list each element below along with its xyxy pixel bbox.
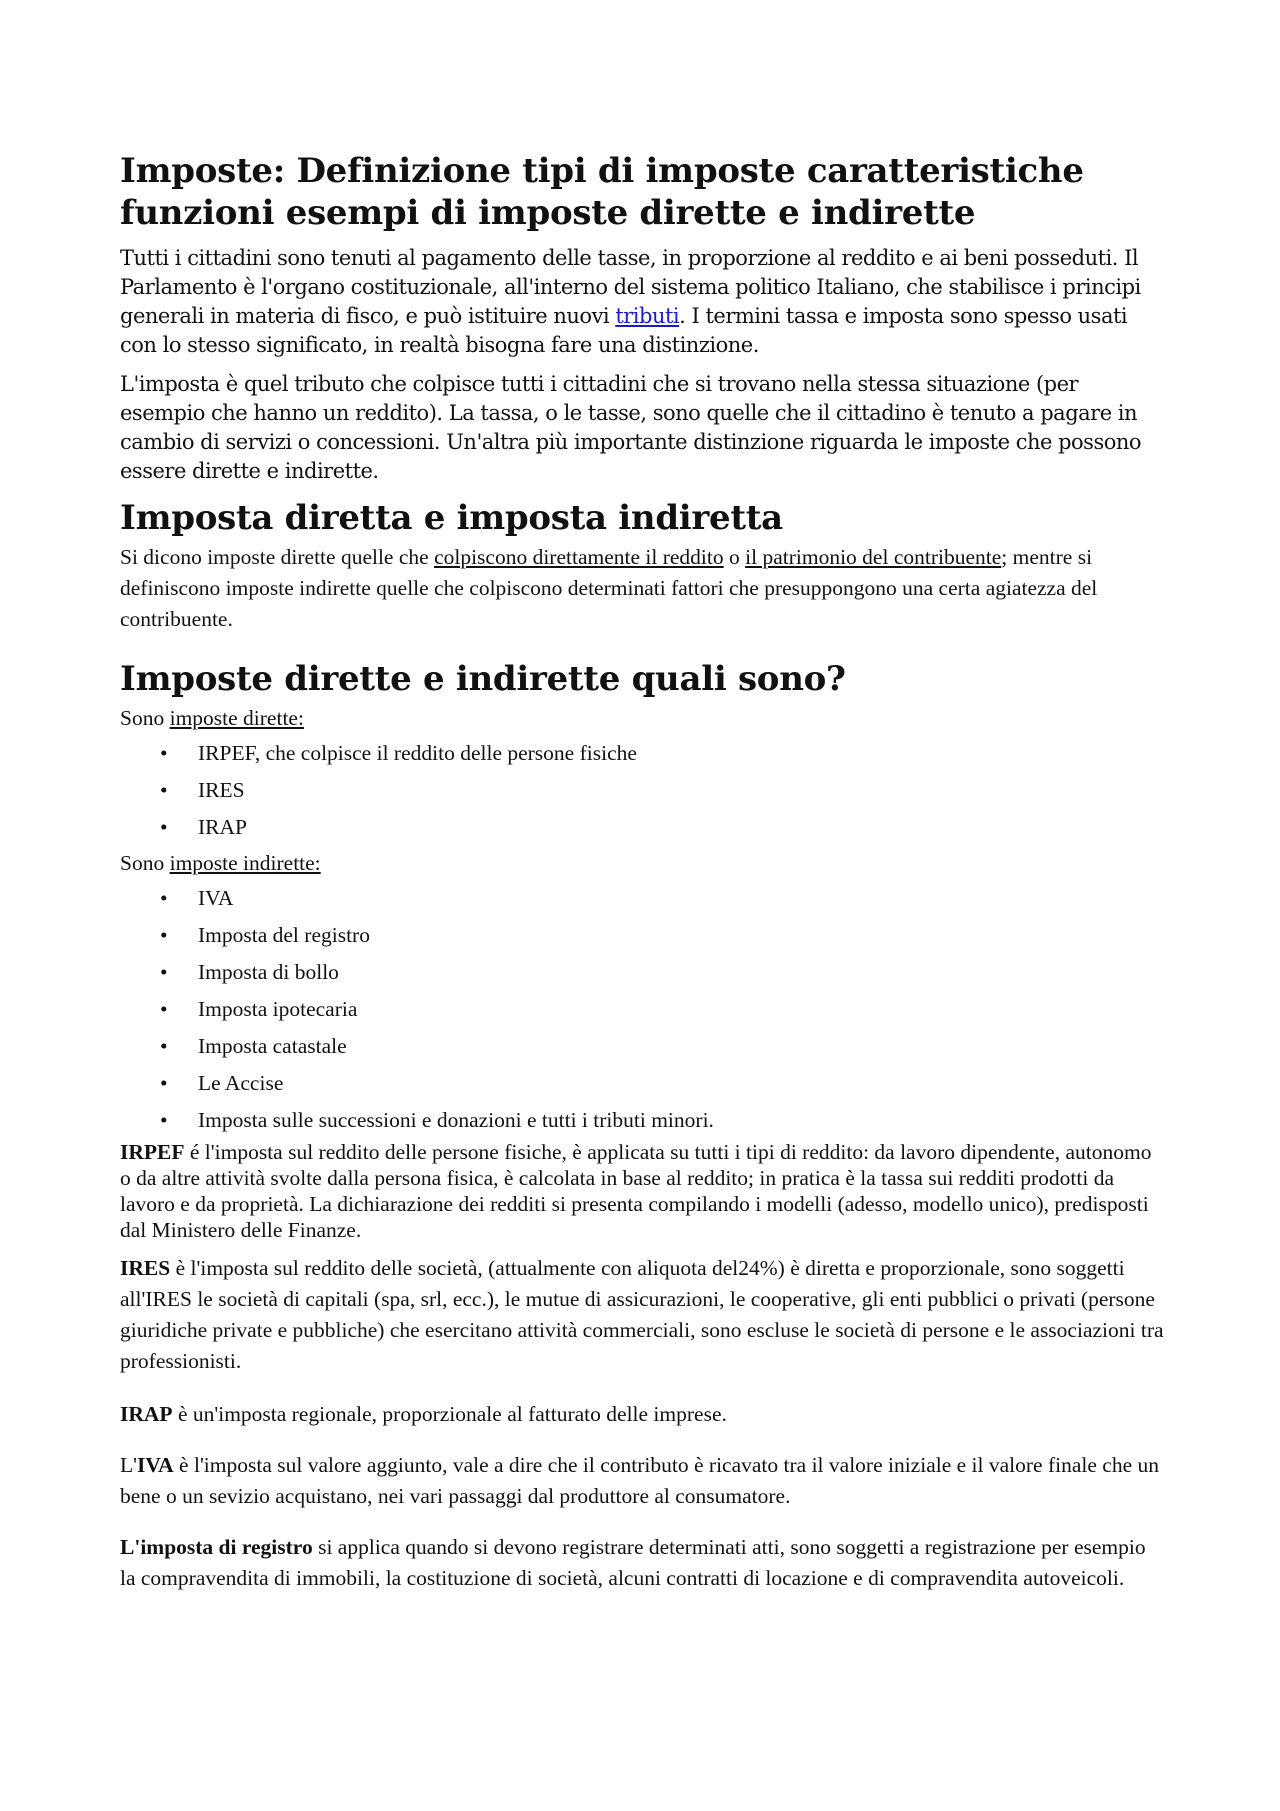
irpef-paragraph: IRPEF é l'imposta sul reddito delle persone fisiche, è applicata su tutti i tipi di reddito: da lavoro dipendente, autonomo o da altre attività svolte dalla persona fisica, è calcolata in base al reddito; in pratica è la tassa sui redditi prodotti da lavoro e da proprietà. La dichiarazione dei redditi si presenta compilando i modelli (adesso, modello unico), predisposti dal Ministero delle Finanze. [120, 1140, 1152, 1242]
list-item: • Imposta sulle successioni e donazioni e tutti i tributi minori. [160, 1102, 1165, 1139]
registro-paragraph: L'imposta di registro si applica quando si devono registrare determinati atti, sono soggetti a registrazione per esempio la compravendita di immobili, la costituzione di società, alcuni contratti di locazione e di compravendita autoveicoli. [120, 1535, 1146, 1590]
bullet-icon: • [160, 997, 168, 1021]
iva-paragraph: L'IVA è l'imposta sul valore aggiunto, vale a dire che il contributo è ricavato tra il valore iniziale e il valore finale che un bene o un sevizio acquistano, nei vari passaggi dal produttore al consumatore. [120, 1453, 1159, 1508]
document-page [120, 150, 1165, 1594]
intro-paragraph-1: Tutti i cittadini sono tenuti al pagamento delle tasse, in proporzione al reddito e ai beni posseduti. Il Parlamento è l'organo costituzionale, all'interno del sistema politico Italiano, che stabilisce i principi generali in materia di fisco, e può istituire nuovi tributi. I termini tassa e imposta sono spesso usati con lo stesso significato, in realtà bisogna fare una distinzione. [120, 246, 1141, 357]
patrimonio-link[interactable]: il patrimonio del contribuente [745, 545, 1002, 569]
intro-paragraph-2: L'imposta è quel tributo che colpisce tutti i cittadini che si trovano nella stessa situazione (per esempio che hanno un reddito). La tassa, o le tasse, sono quelle che il cittadino è tenuto a pagare in cambio di servizi o concessioni. Un'altra più importante distinzione riguarda le imposte che possono essere dirette e indirette. [120, 372, 1142, 483]
irpef-term: IRPEF [120, 1140, 185, 1164]
ires-paragraph: IRES è l'imposta sul reddito delle società, (attualmente con aliquota del24%) è diretta e proporzionale, sono soggetti all'IRES le società di capitali (spa, srl, ecc.), le mutue di assicurazioni, le cooperative, gli enti pubblici o privati (persone giuridiche private e pubbliche) che esercitano attività commerciali, sono escluse le società di persone e le associazioni tra professionisti. [120, 1256, 1164, 1373]
bullet-icon: • [160, 741, 168, 765]
ires-term: IRES [120, 1256, 171, 1280]
reddito-link[interactable]: colpiscono direttamente il reddito [434, 545, 724, 569]
list-item: • Imposta di bollo [160, 954, 1165, 991]
list-item: • IVA [160, 880, 1165, 917]
direct-taxes-list [120, 735, 1165, 846]
bullet-icon: • [160, 960, 168, 984]
bullet-icon: • [160, 1071, 168, 1095]
irap-term: IRAP [120, 1402, 173, 1426]
list-item: • IRES [160, 772, 1165, 809]
tributi-link[interactable]: tributi [615, 304, 680, 328]
bullet-icon: • [160, 886, 168, 910]
direct-taxes-label: Sono imposte dirette: [120, 706, 304, 730]
iva-term: IVA [137, 1453, 174, 1477]
section1-paragraph: Si dicono imposte dirette quelle che colpiscono direttamente il reddito o il patrimonio del contribuente; mentre si definiscono imposte indirette quelle che colpiscono determinati fattori che presuppongono una certa agiatezza del contribuente. [120, 545, 1098, 631]
bullet-icon: • [160, 1034, 168, 1058]
bullet-icon: • [160, 923, 168, 947]
bullet-icon: • [160, 1108, 168, 1132]
registro-term: L'imposta di registro [120, 1535, 313, 1559]
list-item: • Imposta ipotecaria [160, 991, 1165, 1028]
document-title: Imposte: Definizione tipi di imposte caratteristiche funzioni esempi di imposte dirette e indirette [120, 151, 1084, 233]
list-item: • Imposta catastale [160, 1028, 1165, 1065]
list-item: • Imposta del registro [160, 917, 1165, 954]
indirect-taxes-list [120, 880, 1165, 1139]
list-item: • IRAP [160, 809, 1165, 846]
list-item: • Le Accise [160, 1065, 1165, 1102]
bullet-icon: • [160, 778, 168, 802]
section-heading-quali-sono: Imposte dirette e indirette quali sono? [120, 659, 846, 699]
irap-paragraph: IRAP è un'imposta regionale, proporzionale al fatturato delle imprese. [120, 1402, 727, 1426]
list-item: • IRPEF, che colpisce il reddito delle persone fisiche [160, 735, 1165, 772]
indirect-taxes-label: Sono imposte indirette: [120, 851, 321, 875]
section-heading-diretta-indiretta: Imposta diretta e imposta indiretta [120, 498, 783, 538]
bullet-icon: • [160, 815, 168, 839]
